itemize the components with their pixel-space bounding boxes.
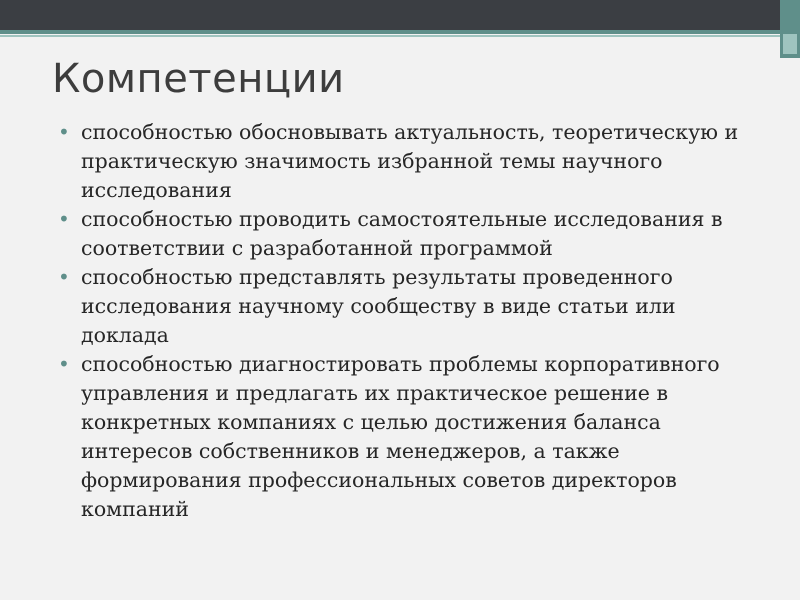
corner-decoration-inner [783, 34, 797, 54]
bullet-list [58, 118, 758, 524]
bullet-icon: • [58, 352, 70, 376]
bullet-text: способностью обосновывать актуальность, теоретическую и практическую значимость избранной темы научного исследования [81, 120, 739, 202]
bullet-item [58, 118, 758, 205]
corner-decoration [780, 0, 800, 58]
accent-line [0, 30, 800, 34]
bullet-item [58, 205, 758, 263]
bullet-icon: • [58, 265, 70, 289]
bullet-text: способностью представлять результаты проведенного исследования научному сообществу в виде статьи или доклада [81, 265, 676, 347]
bullet-icon: • [58, 120, 70, 144]
bullet-text: способностью проводить самостоятельные исследования в соответствии с разработанной программой [81, 207, 723, 260]
bullet-text: способностью диагностировать проблемы корпоративного управления и предлагать их практическое решение в конкретных компаниях с целью достижения баланса интересов собственников и менеджеров, а также формирования профессиональных советов директоров компаний [81, 352, 720, 521]
top-band [0, 0, 800, 30]
accent-line-light [0, 35, 800, 37]
bullet-item [58, 263, 758, 350]
bullet-item [58, 350, 758, 524]
bullet-icon: • [58, 207, 70, 231]
slide-title: Компетенции [52, 56, 345, 102]
